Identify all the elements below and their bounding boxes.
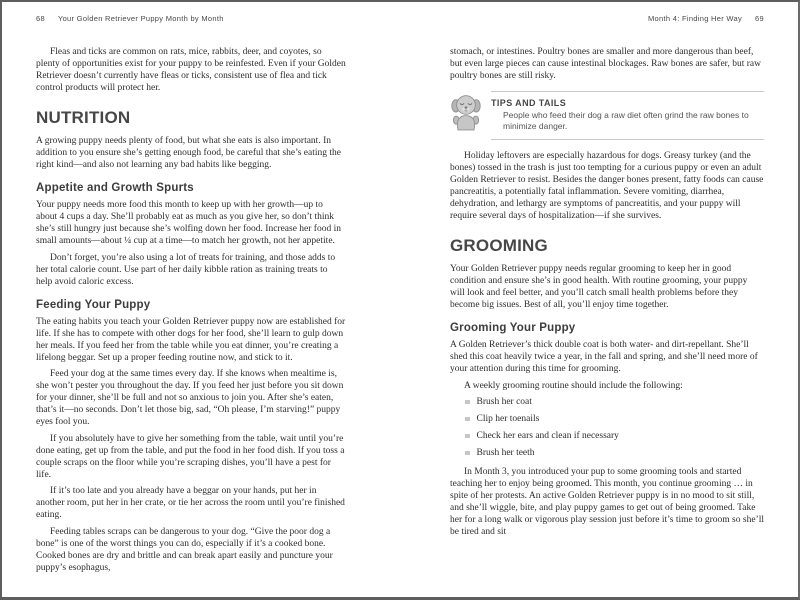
tips-title: TIPS AND TAILS xyxy=(491,98,567,108)
square-bullet-icon xyxy=(465,417,470,422)
left-page-header xyxy=(36,14,346,23)
paragraph-table-scraps: Feeding tables scraps can be dangerous to your dog. “Give the poor dog a bone” is one of the worst things you can do, especially if it’s a cooked bone. Cooked bones are dry and brittle and can break apart easily and puncture your puppy’s esophagus, xyxy=(36,526,333,573)
tips-text: People who feed their dog a raw diet often grind the raw bones to minimize danger. xyxy=(503,110,749,131)
chapter-title: Month 4: Finding Her Way xyxy=(648,14,743,23)
paragraph-growing-puppy: A growing puppy needs plenty of food, but what she eats is also important. In addition to you ensure she’s getting enough food, be careful that she’s eating the right kind—and also not learning any bad habits like begging. xyxy=(36,136,341,170)
section-heading-nutrition: NUTRITION xyxy=(36,108,131,127)
checklist-item-check-ears xyxy=(465,430,764,442)
left-page-number: 68 xyxy=(36,14,45,23)
paragraph-holiday-leftovers: Holiday leftovers are especially hazardous for dogs. Greasy turkey (and the bones) tossed in the trash is just too tempting for a curious puppy or even an adult Golden Retriever to resist. Besides the danger bones present, fatty foods can cause pancreatitis, a potentially fatal inflammation. Severe vomiting, diarrhea, dehydration, and lethargy are symptoms of pancreatitis, and your puppy will require several days of hospitalization—if she survives. xyxy=(450,151,764,221)
paragraph-stomach-bones: stomach, or intestines. Poultry bones are smaller and more dangerous than beef, but even large pieces can cause intestinal blockages. Raw bones are safer, but raw poultry bones are still risky. xyxy=(450,47,761,81)
subsection-heading-appetite: Appetite and Growth Spurts xyxy=(36,182,194,194)
checklist-item-clip-toenails xyxy=(465,413,764,425)
section-heading-grooming: GROOMING xyxy=(450,236,548,255)
checklist-item-label: Clip her toenails xyxy=(476,414,540,424)
paragraph-double-coat: A Golden Retriever’s thick double coat is both water- and dirt-repellant. She’ll shed this coat heavily twice a year, in the fall and spring, and she’ll need more of your attention during this time for grooming. xyxy=(450,340,758,374)
right-page xyxy=(400,2,798,597)
square-bullet-icon xyxy=(465,451,470,456)
checklist-item-brush-coat xyxy=(465,396,764,408)
paragraph-feed-times: Feed your dog at the same times every day. If she knows when mealtime is, she won’t pester you throughout the day. If you feed her just before you sit down for your dinner, she’ll be full and not so anxious to join you. After she’s eaten, that’s it—no seconds. Don’t let those big, sad, “Oh please, I’m starving!” puppy eyes fool you. xyxy=(36,369,344,427)
paragraph-grooming-intro: Your Golden Retriever puppy needs regular grooming to keep her in good condition and ensure she’s in good health. With routine grooming, your puppy will look and feel better, and you’ll catch small health problems before they become big issues. Best of all, you’ll enjoy time together. xyxy=(450,264,748,310)
square-bullet-icon xyxy=(465,400,470,405)
checklist-item-label: Brush her teeth xyxy=(476,448,535,458)
grooming-checklist xyxy=(450,396,764,459)
subsection-heading-feeding: Feeding Your Puppy xyxy=(36,298,151,311)
tips-content xyxy=(491,91,764,140)
checklist-item-brush-teeth xyxy=(465,447,764,459)
paragraph-eating-habits: The eating habits you teach your Golden Retriever puppy now are established for life. If she has to compete with other dogs for her food, she’ll learn to gulp down her meals. If you feed her from the table while you eat dinner, you’re creating a lifelong beggar. Set up a proper feeding routine now, and stick to it. xyxy=(36,316,346,363)
book-title: Your Golden Retriever Puppy Month by Month xyxy=(57,14,224,23)
subsection-heading-grooming-your-puppy: Grooming Your Puppy xyxy=(450,322,576,334)
right-page-number: 69 xyxy=(755,14,764,23)
tips-and-tails-box xyxy=(450,91,764,140)
paragraph-weekly-routine: A weekly grooming routine should include the following: xyxy=(464,380,683,391)
checklist-item-label: Check her ears and clean if necessary xyxy=(476,431,619,441)
checklist-item-label: Brush her coat xyxy=(476,397,532,407)
paragraph-more-food: Your puppy needs more food this month to keep up with her growth—up to about 4 cups a day. She’ll probably eat as much as you give her, so don’t think she’s still hungry just because she’s wolfing down her food. Increase her food in small amounts—about ¼ cup at a time—to match her growth, not her appetite. xyxy=(36,200,341,246)
paragraph-dont-forget: Don’t forget, you’re also using a lot of treats for training, and those adds to her total calorie count. Use part of her daily kibble ration as training treats to help avoid caloric excess. xyxy=(36,252,336,287)
paragraph-absolutely: If you absolutely have to give her something from the table, wait until you’re done eating, get up from the table, and put the food in her food dish. If you toss a couple scraps on the floor while you’re scraping dishes, you’ll have a pest for life. xyxy=(36,433,345,480)
square-bullet-icon xyxy=(465,434,470,439)
puppy-icon xyxy=(450,93,484,138)
paragraph-too-late: If it’s too late and you already have a beggar on your hands, put her in another room, put her in her crate, or tie her across the room until you’re finished eating. xyxy=(36,486,345,520)
right-page-header xyxy=(450,14,764,23)
paragraph-fleas-ticks: Fleas and ticks are common on rats, mice, rabbits, deer, and coyotes, so plenty of opportunities exist for your puppy to be reinfested. Even if your Golden Retriever doesn’t currently have fleas or ticks, consistent use of flea and tick control products will protect her. xyxy=(36,47,346,93)
paragraph-month3-grooming: In Month 3, you introduced your pup to some grooming tools and started teaching her to enjoy being groomed. This month, you continue grooming … in spite of her protests. An active Golden Retriever puppy is in no mood to sit still, and she’ll wiggle, bite, and play puppy games to get out of being groomed. Take her for a long walk or vigorous play session just before it’s time to groom so she’ll be tired and sit xyxy=(450,467,764,537)
left-page xyxy=(2,2,400,597)
